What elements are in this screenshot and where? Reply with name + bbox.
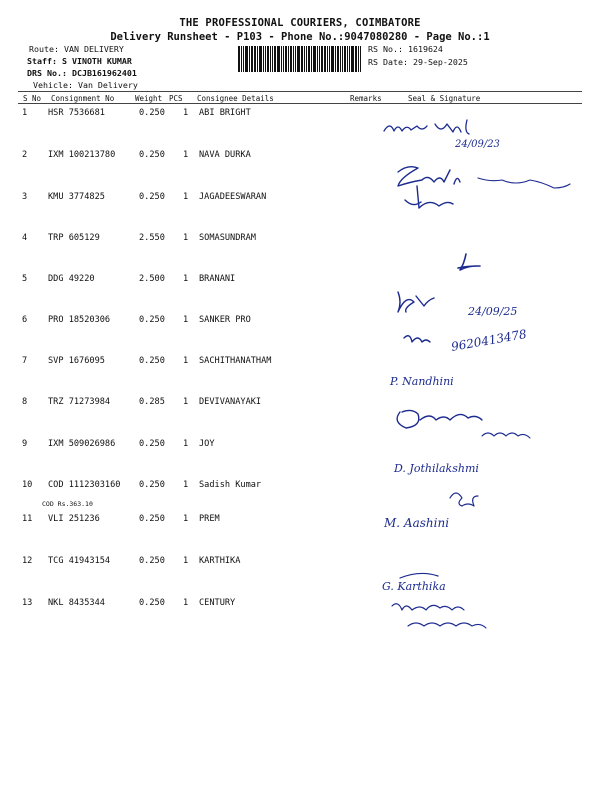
table-row [0, 439, 600, 481]
barcode-bar [290, 46, 292, 72]
table-row [0, 514, 600, 556]
row-sno: 13 [22, 598, 33, 608]
table-row [0, 274, 600, 316]
row-consignment: TCG 41943154 [48, 556, 111, 566]
row-sno: 3 [22, 192, 28, 202]
row-pcs: 1 [183, 439, 189, 449]
signature-9: D. Jothilakshmi [394, 462, 479, 475]
table-row [0, 192, 600, 234]
signature-6-date: 24/09/25 [468, 305, 518, 318]
company-title: THE PROFESSIONAL COURIERS, COIMBATORE [179, 17, 421, 29]
barcode-bar [241, 46, 242, 72]
barcode-bar [344, 46, 346, 72]
barcode-bar [297, 46, 300, 72]
row-sno: 1 [22, 108, 28, 118]
row-sno: 4 [22, 233, 28, 243]
table-row [0, 315, 600, 357]
row-consignee: DEVIVANAYAKI [199, 397, 262, 407]
barcode-bar [274, 46, 276, 72]
col-weight: Weight [135, 94, 163, 103]
barcode-bar [340, 46, 341, 72]
barcode-bar [254, 46, 256, 72]
row-consignee: CENTURY [199, 598, 236, 608]
row-consignment: TRZ 71273984 [48, 397, 111, 407]
table-row [0, 356, 600, 398]
barcode-bar [304, 46, 305, 72]
row-consignee: Sadish Kumar [199, 480, 262, 490]
barcode-bar [331, 46, 334, 72]
row-sno: 5 [22, 274, 28, 284]
row-consignee: BRANANI [199, 274, 236, 284]
col-sno: S No [23, 94, 42, 103]
rs-date: RS Date: 29-Sep-2025 [368, 57, 468, 67]
barcode-bar [301, 46, 303, 72]
row-pcs: 1 [183, 598, 189, 608]
row-weight: 0.250 [139, 439, 165, 449]
col-seal-signature: Seal & Signature [408, 94, 481, 103]
barcode-bar [335, 46, 336, 72]
barcode-bar [295, 46, 296, 72]
col-consignment: Consignment No [51, 94, 115, 103]
row-pcs: 1 [183, 274, 189, 284]
row-pcs: 1 [183, 108, 189, 118]
barcode-bar [324, 46, 326, 72]
table-row [0, 556, 600, 598]
barcode-bar [342, 46, 343, 72]
signature-6-phone: 9620413478 [450, 326, 528, 354]
row-weight: 0.250 [139, 598, 165, 608]
row-consignment: NKL 8435344 [48, 598, 105, 608]
cod-amount-note: COD Rs.363.10 [42, 500, 93, 508]
barcode-bar [272, 46, 273, 72]
barcode-bar [360, 46, 361, 72]
row-consignment: VLI 251236 [48, 514, 100, 524]
barcode-bar [293, 46, 294, 72]
row-consignee: JOY [199, 439, 215, 449]
row-consignee: JAGADEESWARAN [199, 192, 267, 202]
barcode-bar [358, 46, 359, 72]
row-sno: 9 [22, 439, 28, 449]
barcode-bar [243, 46, 244, 72]
barcode-bar [321, 46, 323, 72]
row-weight: 0.250 [139, 556, 165, 566]
row-consignee: SACHITHANATHAM [199, 356, 272, 366]
table-row [0, 150, 600, 192]
col-remarks: Remarks [350, 94, 382, 103]
barcode-bar [249, 46, 250, 72]
runsheet-subtitle: Delivery Runsheet - P103 - Phone No.:9047080280 - Page No.:1 [110, 31, 490, 43]
barcode-bar [288, 46, 289, 72]
signature-12: G. Karthika [382, 580, 446, 593]
row-consignment: PRO 18520306 [48, 315, 111, 325]
row-sno: 11 [22, 514, 33, 524]
barcode-bar [263, 46, 264, 72]
signature-7: P. Nandhini [390, 375, 454, 388]
row-pcs: 1 [183, 397, 189, 407]
row-weight: 0.285 [139, 397, 165, 407]
table-row [0, 598, 600, 640]
row-consignment: IXM 509026986 [48, 439, 116, 449]
barcode-bar [265, 46, 266, 72]
row-sno: 8 [22, 397, 28, 407]
row-pcs: 1 [183, 356, 189, 366]
row-weight: 0.250 [139, 514, 165, 524]
barcode-bar [317, 46, 318, 72]
table-row [0, 397, 600, 439]
row-weight: 2.550 [139, 233, 165, 243]
barcode-bar [329, 46, 330, 72]
barcode-bar [349, 46, 350, 72]
row-consignment: IXM 100213780 [48, 150, 116, 160]
row-weight: 0.250 [139, 315, 165, 325]
row-weight: 0.250 [139, 108, 165, 118]
row-consignment: TRP 605129 [48, 233, 100, 243]
row-consignment: HSR 7536681 [48, 108, 105, 118]
row-weight: 0.250 [139, 192, 165, 202]
row-consignee: KARTHIKA [199, 556, 241, 566]
row-sno: 10 [22, 480, 33, 490]
col-pcs: PCS [169, 94, 183, 103]
row-pcs: 1 [183, 192, 189, 202]
barcode-bar [311, 46, 312, 72]
barcode-bar [251, 46, 253, 72]
signature-11: M. Aashini [384, 516, 450, 530]
signature-1-date: 24/09/23 [455, 139, 500, 150]
header-bottom-rule [18, 103, 582, 104]
barcode-bar [308, 46, 310, 72]
barcode-bar [347, 46, 348, 72]
row-weight: 0.250 [139, 480, 165, 490]
row-pcs: 1 [183, 556, 189, 566]
barcode-bar [306, 46, 307, 72]
row-consignment: DDG 49220 [48, 274, 95, 284]
staff-line: Staff: S VINOTH KUMAR [27, 56, 132, 66]
vehicle-line: Vehicle: Van Delivery [33, 80, 138, 90]
barcode-bar [313, 46, 316, 72]
header-top-rule [18, 91, 582, 92]
rs-number: RS No.: 1619624 [368, 44, 443, 54]
barcode-bar [281, 46, 282, 72]
barcode-bar [277, 46, 280, 72]
barcode-bar [270, 46, 271, 72]
row-pcs: 1 [183, 150, 189, 160]
row-pcs: 1 [183, 233, 189, 243]
row-sno: 6 [22, 315, 28, 325]
barcode-bar [267, 46, 269, 72]
row-pcs: 1 [183, 315, 189, 325]
barcode-bar [257, 46, 258, 72]
row-consignee: SOMASUNDRAM [199, 233, 256, 243]
row-consignee: ABI BRIGHT [199, 108, 251, 118]
barcode-bar [285, 46, 287, 72]
row-consignee: SANKER PRO [199, 315, 251, 325]
row-consignment: KMU 3774825 [48, 192, 105, 202]
barcode-bar [351, 46, 354, 72]
barcode-bar [283, 46, 284, 72]
row-consignment: SVP 1676095 [48, 356, 105, 366]
table-row [0, 233, 600, 275]
barcode-image [238, 46, 364, 72]
barcode-bar [245, 46, 248, 72]
row-consignee: NAVA DURKA [199, 150, 251, 160]
table-row [0, 108, 600, 150]
row-weight: 0.250 [139, 150, 165, 160]
row-sno: 2 [22, 150, 28, 160]
row-consignment: COD 1112303160 [48, 480, 121, 490]
row-consignee: PREM [199, 514, 220, 524]
barcode-bar [337, 46, 339, 72]
barcode-bar [327, 46, 328, 72]
drs-number: DRS No.: DCJB161962401 [27, 68, 137, 78]
row-pcs: 1 [183, 514, 189, 524]
row-sno: 12 [22, 556, 33, 566]
row-sno: 7 [22, 356, 28, 366]
col-consignee: Consignee Details [197, 94, 274, 103]
barcode-bar [238, 46, 240, 72]
row-pcs: 1 [183, 480, 189, 490]
barcode-bar [319, 46, 320, 72]
barcode-bar [259, 46, 262, 72]
row-weight: 0.250 [139, 356, 165, 366]
route-line: Route: VAN DELIVERY [29, 44, 124, 54]
barcode-bar [355, 46, 357, 72]
row-weight: 2.500 [139, 274, 165, 284]
